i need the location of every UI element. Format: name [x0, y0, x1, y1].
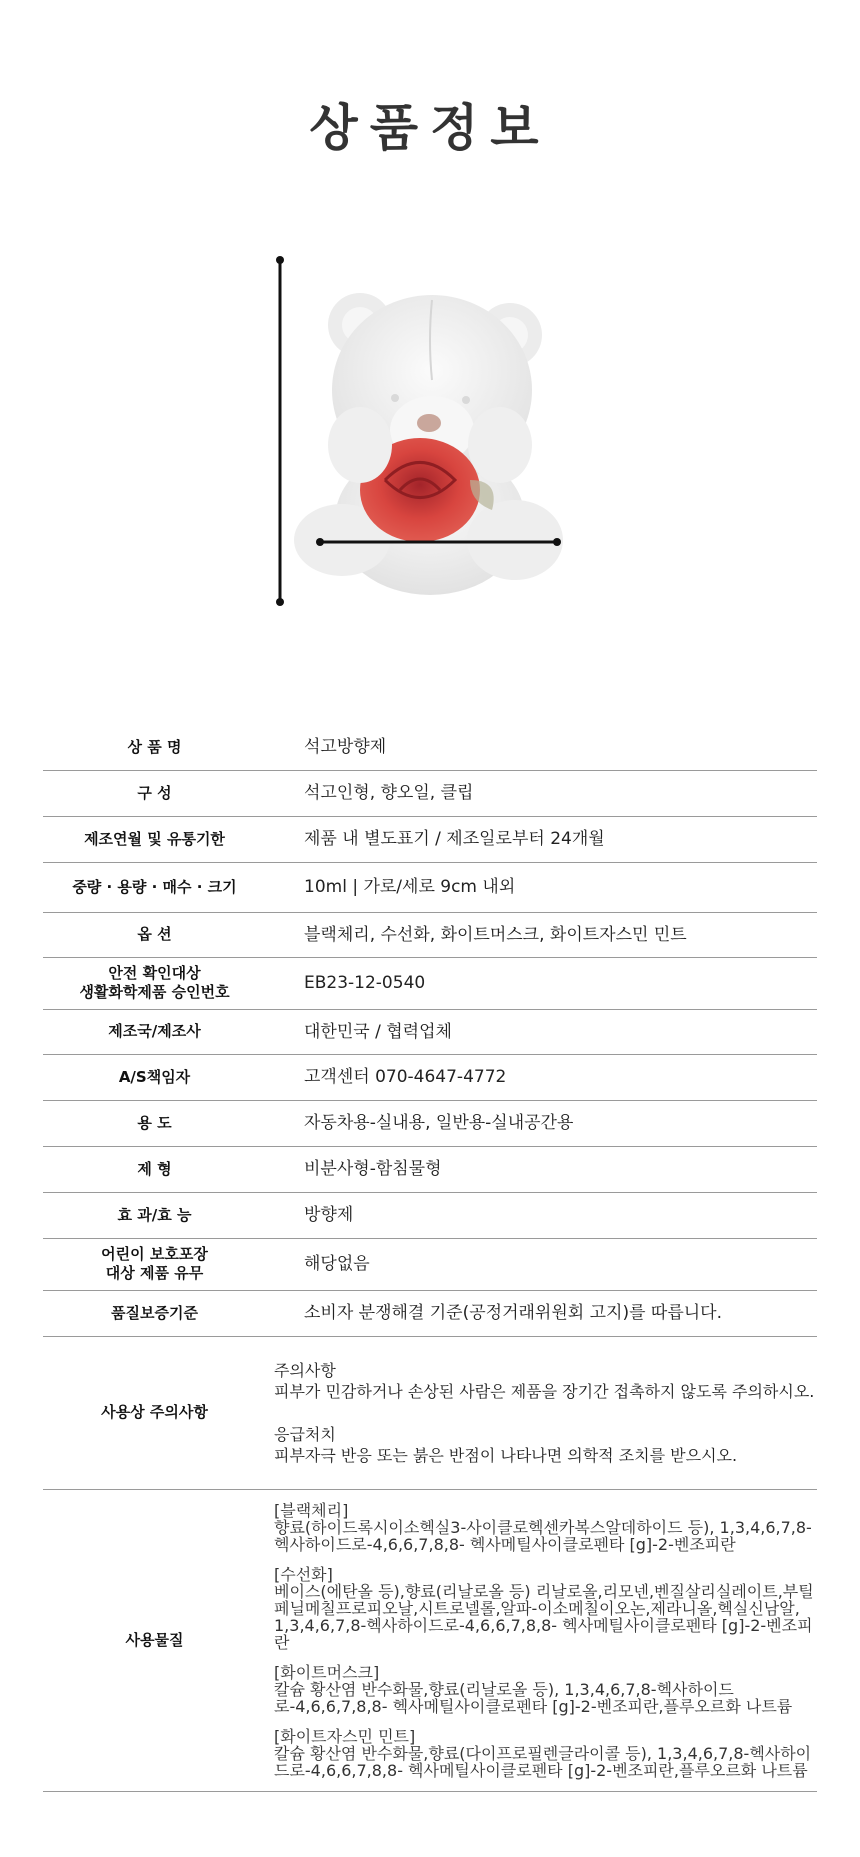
material-text: 베이스(에탄올 등),향료(리날로올 등) 리날로올,리모넨,벤질살리실레이트,부틸페닐메칠프로피오날,시트로넬롤,알파-이소메칠이오논,제라니올,헥실신남알, 1,3,4,6,7,8-헥사하이드로-4,6,6,7,8,8- 헥사메틸사이클로펜타 [g]-2-벤조피란 — [274, 1581, 814, 1652]
label-text: 효 과/효 능 — [117, 1205, 192, 1224]
material-text: 칼슘 황산염 반수화물,향료(다이프로필렌글라이콜 등), 1,3,4,6,7,8-헥사하이드로-4,6,6,7,8,8- 헥사메틸사이클로펜타 [g]-2-벤조피란,플루오르화 나트륨 — [274, 1743, 812, 1780]
label-text: 대상 제품 유무 — [105, 1264, 204, 1282]
label-text: 제조연월 및 유통기한 — [84, 829, 225, 848]
spec-label — [43, 816, 266, 862]
spec-label — [43, 862, 266, 912]
product-info-table — [43, 725, 817, 1792]
spec-label — [43, 725, 266, 770]
product-image — [260, 240, 600, 610]
spec-label — [43, 1146, 266, 1192]
spec-label — [43, 912, 266, 957]
material-name: [화이트머스크] — [274, 1662, 380, 1682]
table-row — [43, 862, 817, 912]
material-item — [274, 1728, 817, 1779]
firstaid-title: 응급처치 — [274, 1424, 336, 1444]
spec-label — [43, 1192, 266, 1238]
teddy-bear-with-rose-image — [260, 240, 600, 610]
spec-label — [43, 1009, 266, 1054]
material-text: 향료(하이드록시이소헥실3-사이클로헥센카복스알데하이드 등), 1,3,4,6,7,8-헥사하이드로-4,6,6,7,8,8- 헥사메틸사이클로펜타 [g]-2-벤조피란 — [274, 1517, 812, 1554]
spec-value: 블랙체리, 수선화, 화이트머스크, 화이트자스민 민트 — [266, 912, 817, 957]
firstaid-body: 피부자극 반응 또는 붉은 반점이 나타나면 의학적 조치를 받으시오. — [274, 1445, 738, 1465]
caution-body: 피부가 민감하거나 손상된 사람은 제품을 장기간 접촉하지 않도록 주의하시오. — [274, 1381, 815, 1401]
spec-value: 해당없음 — [266, 1238, 817, 1290]
spec-value: 대한민국 / 협력업체 — [266, 1009, 817, 1054]
table-row — [43, 957, 817, 1009]
table-row — [43, 725, 817, 770]
spec-label — [43, 1054, 266, 1100]
label-text: 옵 션 — [137, 925, 172, 943]
label-text: 제조국/제조사 — [108, 1022, 201, 1040]
spec-label — [43, 1238, 266, 1290]
spec-value: 방향제 — [266, 1192, 817, 1238]
material-name: [화이트자스민 민트] — [274, 1726, 416, 1746]
material-item — [274, 1566, 817, 1651]
materials-label: 사용물질 — [43, 1489, 266, 1791]
materials-value — [266, 1489, 817, 1791]
page-title: 상품정보 — [309, 99, 551, 157]
label-text: 중량 · 용량 · 매수 · 크기 — [72, 877, 237, 896]
label-text: 품질보증기준 — [111, 1303, 198, 1322]
material-name: [수선화] — [274, 1564, 333, 1584]
material-item — [274, 1502, 817, 1553]
label-text: 생활화학제품 승인번호 — [79, 983, 230, 1001]
table-row — [43, 1054, 817, 1100]
label-text: 상 품 명 — [127, 737, 182, 756]
caution-title: 주의사항 — [274, 1360, 336, 1380]
table-row — [43, 1290, 817, 1336]
spec-label — [43, 957, 266, 1009]
table-row — [43, 1146, 817, 1192]
spec-value: 제품 내 별도표기 / 제조일로부터 24개월 — [266, 816, 817, 862]
table-row — [43, 1009, 817, 1054]
table-row — [43, 1489, 817, 1791]
material-item — [274, 1664, 817, 1715]
spec-value: 자동차용-실내용, 일반용-실내공간용 — [266, 1100, 817, 1146]
spec-value: 석고인형, 향오일, 클립 — [266, 770, 817, 816]
label-text: 구 성 — [137, 783, 172, 802]
table-row — [43, 816, 817, 862]
label-text: 어린이 보호포장 — [101, 1245, 208, 1263]
material-text: 칼슘 황산염 반수화물,향료(리날로올 등), 1,3,4,6,7,8-헥사하이드로-4,6,6,7,8,8- 헥사메틸사이클로펜타 [g]-2-벤조피란,플루오르화 나트륨 — [274, 1679, 793, 1716]
height-dimension-marker — [276, 256, 284, 606]
label-text: 안전 확인대상 — [108, 964, 201, 982]
notes-value — [266, 1336, 817, 1489]
spec-value: 10ml | 가로/세로 9cm 내외 — [266, 862, 817, 912]
spec-value: EB23-12-0540 — [266, 957, 817, 1009]
label-text: 용 도 — [137, 1113, 172, 1132]
table-row — [43, 770, 817, 816]
table-row — [43, 1100, 817, 1146]
spec-value: 소비자 분쟁해결 기준(공정거래위원회 고지)를 따릅니다. — [266, 1290, 817, 1336]
label-text: 제 형 — [137, 1159, 172, 1178]
spec-value: 비분사형-함침물형 — [266, 1146, 817, 1192]
table-row — [43, 1192, 817, 1238]
table-row — [43, 912, 817, 957]
spec-label — [43, 1100, 266, 1146]
label-text: A/S책임자 — [118, 1067, 191, 1086]
table-row — [43, 1238, 817, 1290]
notes-label: 사용상 주의사항 — [43, 1336, 266, 1489]
spec-label — [43, 1290, 266, 1336]
material-name: [블랙체리] — [274, 1500, 349, 1520]
table-row — [43, 1336, 817, 1489]
spec-value: 석고방향제 — [266, 725, 817, 770]
spec-value: 고객센터 070-4647-4772 — [266, 1054, 817, 1100]
spec-label — [43, 770, 266, 816]
